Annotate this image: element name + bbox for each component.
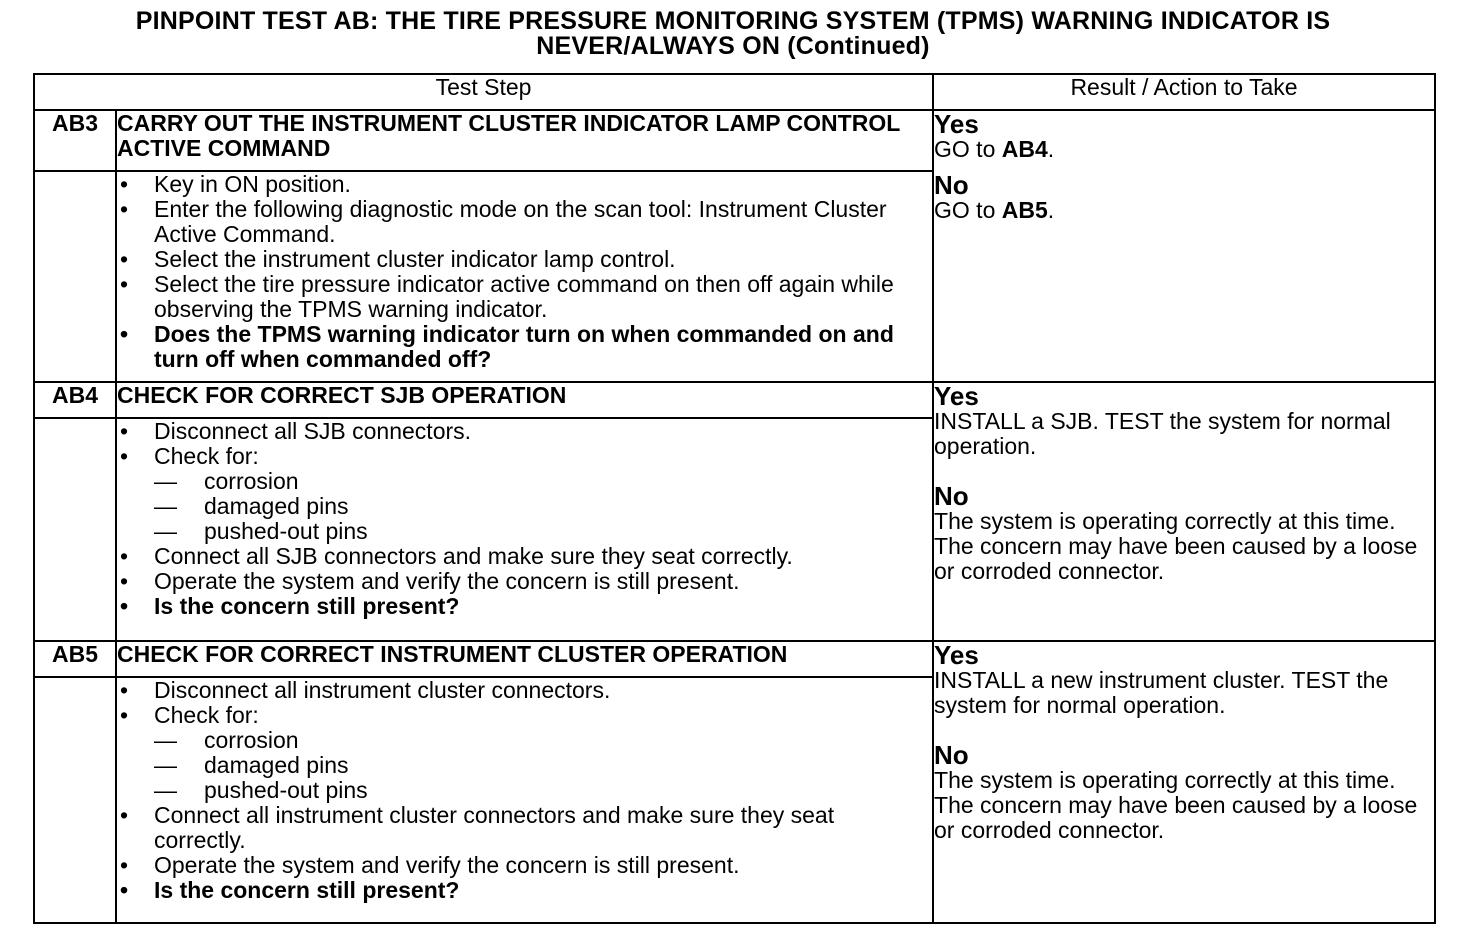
- step-title-row-ab5: [34, 641, 1435, 677]
- step-list: [117, 419, 932, 619]
- header-result-action: Result / Action to Take: [933, 74, 1435, 110]
- bullet-icon: •: [120, 802, 129, 828]
- check-item: — damaged pins: [154, 493, 349, 519]
- step-title-ab5: CHECK FOR CORRECT INSTRUMENT CLUSTER OPERATION: [116, 641, 933, 677]
- dash-icon: —: [154, 777, 177, 803]
- step-list: [117, 172, 932, 372]
- bullet-icon: •: [120, 702, 129, 728]
- step-question: • Does the TPMS warning indicator turn on when commanded on and turn off when commanded off?: [120, 321, 894, 372]
- bullet-icon: •: [120, 568, 129, 594]
- result-yes-suffix: .: [1047, 136, 1055, 162]
- result-no-label: No: [934, 740, 969, 770]
- dash-icon: —: [154, 518, 177, 544]
- dash-icon: —: [154, 493, 177, 519]
- check-list: [154, 469, 932, 544]
- result-cell-ab5: [933, 641, 1435, 923]
- check-item: — corrosion: [154, 727, 299, 753]
- step-item: • Connect all SJB connectors and make sure they seat correctly.: [120, 543, 793, 569]
- step-item: • Operate the system and verify the concern is still present.: [120, 852, 740, 878]
- bullet-icon: •: [120, 196, 129, 222]
- step-body-ab5: [116, 677, 933, 923]
- result-no-prefix: GO to: [934, 197, 1002, 223]
- step-item: • Connect all instrument cluster connectors and make sure they seat correctly.: [120, 802, 835, 853]
- bullet-icon: •: [120, 443, 129, 469]
- step-id-spacer: [34, 171, 116, 382]
- bullet-icon: •: [120, 593, 129, 619]
- dash-icon: —: [154, 727, 177, 753]
- check-item: — corrosion: [154, 468, 299, 494]
- bullet-icon: •: [120, 246, 129, 272]
- bullet-icon: •: [120, 543, 129, 569]
- step-id-ab3: AB3: [34, 110, 116, 171]
- step-title-row-ab4: [34, 382, 1435, 418]
- result-no-target: AB5: [1001, 197, 1048, 223]
- step-item: • Operate the system and verify the concern is still present.: [120, 568, 740, 594]
- result-cell-ab4: [933, 382, 1435, 641]
- result-yes-label: Yes: [934, 381, 979, 411]
- result-cell-ab3: [933, 110, 1435, 382]
- result-no-action: The system is operating correctly at this time. The concern may have been caused by a loose or corroded connector.: [934, 767, 1418, 843]
- result-yes-label: Yes: [934, 640, 979, 670]
- dash-icon: —: [154, 752, 177, 778]
- step-id-spacer: [34, 677, 116, 923]
- step-list: [117, 678, 932, 903]
- check-list: [154, 728, 932, 803]
- step-title-ab4: CHECK FOR CORRECT SJB OPERATION: [116, 382, 933, 418]
- result-no-action: [934, 198, 1434, 223]
- result-no-suffix: .: [1047, 197, 1055, 223]
- bullet-icon: •: [120, 321, 129, 347]
- bullet-icon: •: [120, 171, 129, 197]
- result-yes-target: AB4: [1001, 136, 1048, 162]
- step-id-ab4: AB4: [34, 382, 116, 418]
- header-row: [34, 74, 1435, 110]
- step-id-ab5: AB5: [34, 641, 116, 677]
- step-question: • Is the concern still present?: [120, 593, 460, 619]
- result-yes-action: [934, 137, 1434, 162]
- bullet-icon: •: [120, 677, 129, 703]
- step-question: • Is the concern still present?: [120, 877, 460, 903]
- bullet-icon: •: [120, 877, 129, 903]
- check-item: — pushed-out pins: [154, 518, 368, 544]
- page-title: PINPOINT TEST AB: THE TIRE PRESSURE MONITORING SYSTEM (TPMS) WARNING INDICATOR IS NEVER/ALWAYS ON (Continued): [135, 7, 1331, 60]
- result-no-label: No: [934, 481, 969, 511]
- step-title-ab3: CARRY OUT THE INSTRUMENT CLUSTER INDICATOR LAMP CONTROL ACTIVE COMMAND: [116, 110, 933, 171]
- check-item: — pushed-out pins: [154, 777, 368, 803]
- step-item: • Disconnect all SJB connectors.: [120, 418, 472, 444]
- header-test-step: Test Step: [34, 74, 933, 110]
- result-yes-action: INSTALL a SJB. TEST the system for normal operation.: [934, 408, 1391, 459]
- result-yes-label: Yes: [934, 109, 979, 139]
- dash-icon: —: [154, 468, 177, 494]
- step-body-ab3: [116, 171, 933, 382]
- bullet-icon: •: [120, 418, 129, 444]
- result-no-action: The system is operating correctly at this time. The concern may have been caused by a loose or corroded connector.: [934, 508, 1418, 584]
- check-item: — damaged pins: [154, 752, 349, 778]
- step-item: • Enter the following diagnostic mode on the scan tool: Instrument Cluster Active Command.: [120, 196, 887, 247]
- step-item: • Check for: — corrosion — damaged pins — pushed-out pins: [117, 444, 932, 544]
- step-id-spacer: [34, 418, 116, 641]
- step-item: • Select the tire pressure indicator active command on then off again while observing the TPMS warning indicator.: [120, 271, 894, 322]
- result-yes-action: INSTALL a new instrument cluster. TEST the system for normal operation.: [934, 667, 1389, 718]
- result-no-label: No: [934, 170, 969, 200]
- step-item: • Check for: — corrosion — damaged pins — pushed-out pins: [117, 703, 932, 803]
- step-item: • Select the instrument cluster indicator lamp control.: [120, 246, 676, 272]
- pinpoint-test-table: [33, 73, 1436, 924]
- step-item: • Key in ON position.: [120, 171, 351, 197]
- step-body-ab4: [116, 418, 933, 641]
- step-item: • Disconnect all instrument cluster connectors.: [120, 677, 611, 703]
- bullet-icon: •: [120, 852, 129, 878]
- step-title-row-ab3: [34, 110, 1435, 171]
- result-yes-prefix: GO to: [934, 136, 1002, 162]
- bullet-icon: •: [120, 271, 129, 297]
